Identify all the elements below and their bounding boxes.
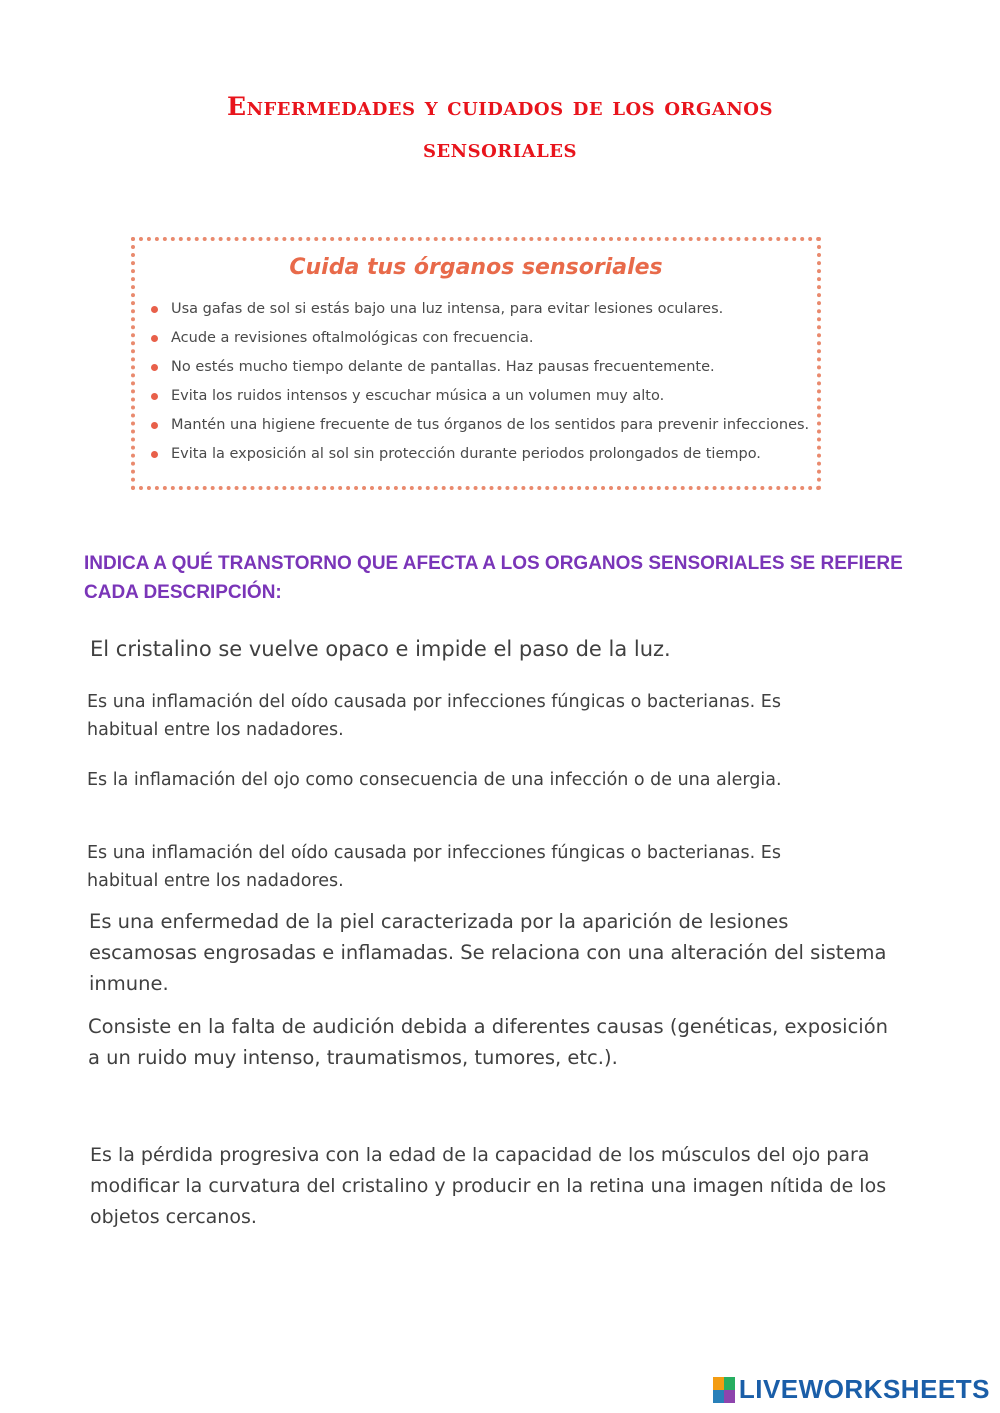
bullet-icon <box>151 364 158 371</box>
description-6: Consiste en la falta de audición debida a diferentes causas (genéticas, exposición a un ruido muy intenso, traumatismos, tumores, etc.). <box>88 1015 889 1069</box>
tip-item <box>149 299 811 320</box>
liveworksheets-logo <box>713 1374 990 1405</box>
logo-text: LIVEWORKSHEETS <box>738 1374 990 1404</box>
description-5: Es una enfermedad de la piel caracterizada por la aparición de lesiones escamosas engrosadas e inflamadas. Se relaciona con una alteración del sistema inmune. <box>89 910 887 995</box>
bullet-icon <box>151 335 158 342</box>
description-7: Es la pérdida progresiva con la edad de la capacidad de los músculos del ojo para modificar la curvatura del cristalino y producir en la retina una imagen nítida de los objetos cercanos. <box>90 1144 887 1228</box>
tip-text: Evita la exposición al sol sin protección durante periodos prolongados de tiempo. <box>171 446 761 462</box>
logo-icon <box>713 1377 735 1403</box>
tips-heading: Cuida tus órganos sensoriales <box>289 255 663 280</box>
tip-item <box>149 357 811 378</box>
tip-item <box>149 444 811 465</box>
tips-box <box>131 237 821 490</box>
instruction-text: INDICA A QUÉ TRANSTORNO QUE AFECTA A LOS ORGANOS SENSORIALES SE REFIERE CADA DESCRIPCIÓN: <box>84 553 903 603</box>
description-4: Es una inflamación del oído causada por infecciones fúngicas o bacterianas. Es habitual entre los nadadores. <box>87 843 781 891</box>
description-1: El cristalino se vuelve opaco e impide el paso de la luz. <box>90 637 671 661</box>
tip-text: No estés mucho tiempo delante de pantallas. Haz pausas frecuentemente. <box>171 359 715 375</box>
tip-text: Evita los ruidos intensos y escuchar música a un volumen muy alto. <box>171 388 665 404</box>
description-3: Es la inflamación del ojo como consecuencia de una infección o de una alergia. <box>87 770 782 790</box>
description-2: Es una inflamación del oído causada por infecciones fúngicas o bacterianas. Es habitual entre los nadadores. <box>87 692 781 740</box>
tip-text: Mantén una higiene frecuente de tus órganos de los sentidos para prevenir infecciones. <box>171 417 810 433</box>
title-line-2: sensoriales <box>422 134 578 163</box>
bullet-icon <box>151 393 158 400</box>
worksheet-title <box>0 86 1000 170</box>
bullet-icon <box>151 451 158 458</box>
tips-list <box>149 299 811 473</box>
title-line-1: Enfermedades y cuidados de los organos <box>227 92 773 121</box>
tip-text: Usa gafas de sol si estás bajo una luz intensa, para evitar lesiones oculares. <box>171 301 724 317</box>
tip-item <box>149 386 811 407</box>
tip-item <box>149 415 811 436</box>
tip-text: Acude a revisiones oftalmológicas con frecuencia. <box>171 330 534 346</box>
bullet-icon <box>151 306 158 313</box>
bullet-icon <box>151 422 158 429</box>
tip-item <box>149 328 811 349</box>
